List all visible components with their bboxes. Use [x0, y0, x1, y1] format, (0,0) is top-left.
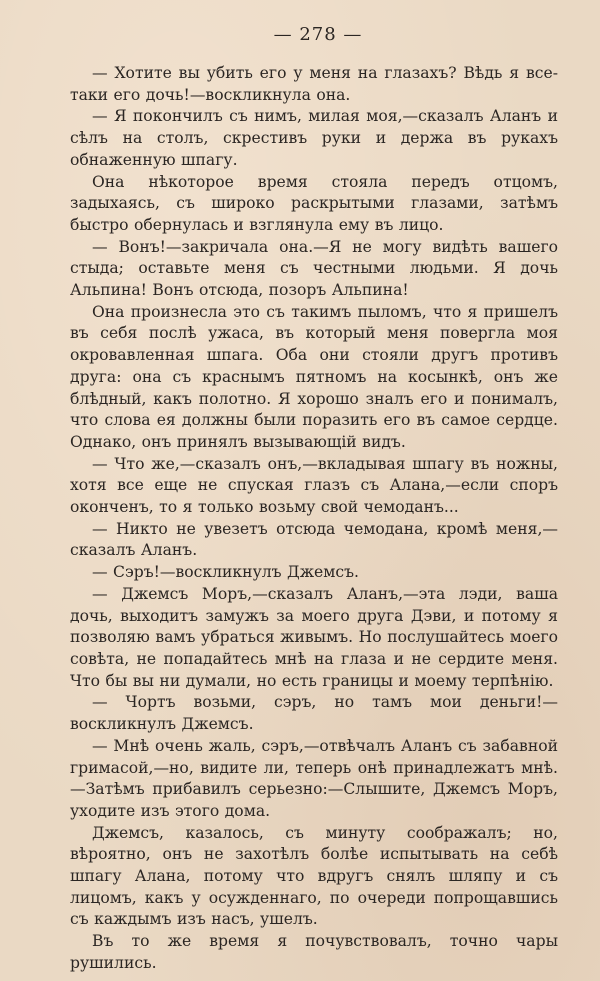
paragraph-3: Она нѣкоторое время стояла передъ отцомъ, задыхаясь, съ широко раскрытыми глазами, затѣмъ быстро обернулась и взглянула ему въ лицо. [70, 172, 558, 234]
paragraph-10: — Чортъ возьми, сэръ, но тамъ мои деньги!—воскликнулъ Джемсъ. [70, 693, 558, 734]
paragraph-6: — Что же,—сказалъ онъ,—вкладывая шпагу въ ножны, хотя все еще не спуская глазъ съ Алана,—если споръ оконченъ, то я только возьму свой чемоданъ... [70, 454, 558, 517]
paragraph-4: — Вонъ!—закричала она.—Я не могу видѣть вашего стыда; оставьте меня съ честными людьми. Я дочь Альпина! Вонъ отсюда, позоръ Альпина! [70, 237, 558, 300]
paragraph-8: — Сэръ!—воскликнулъ Джемсъ. [92, 563, 360, 582]
page-number: — 278 — [273, 24, 363, 45]
paragraph-1: — Хотите вы убить его у меня на глазахъ? Вѣдь я все-таки его дочь!—воскликнула она. [70, 64, 558, 104]
page-body [70, 63, 558, 975]
paragraph-7: — Никто не увезетъ отсюда чемодана, кромѣ меня,—сказалъ Аланъ. [70, 519, 558, 560]
paragraph-12: Джемсъ, казалось, съ минуту соображалъ; но, вѣроятно, онъ не захотѣлъ болѣе испытывать на себѣ шпагу Алана, потому что вдругъ снялъ шляпу и съ лицомъ, какъ у осужденнаго, по очереди попрощавшись съ каждымъ изъ насъ, ушелъ. [70, 823, 558, 929]
paragraph-13: Въ то же время я почувствовалъ, точно чары рушились. [70, 932, 558, 972]
paragraph-9: — Джемсъ Моръ,—сказалъ Аланъ,—эта лэди, ваша дочь, выходитъ замужъ за моего друга Дэви, и потому я позволяю вамъ убраться живымъ. Но послушайтесь моего совѣта, не попадайтесь мнѣ на глаза и не сердите меня. Что бы вы ни думали, но есть границы и моему терпѣнію. [70, 584, 558, 690]
paragraph-2: — Я покончилъ съ нимъ, милая моя,—сказалъ Аланъ и сѣлъ на столъ, скрестивъ руки и держа въ рукахъ обнаженную шпагу. [70, 107, 558, 169]
paragraph-11: — Мнѣ очень жаль, сэръ,—отвѣчалъ Аланъ съ забавной гримасой,—но, видите ли, теперь онѣ принадлежатъ мнѣ.—Затѣмъ прибавилъ серьезно:—Слышите, Джемсъ Моръ, уходите изъ этого дома. [70, 736, 558, 820]
paragraph-5: Она произнесла это съ такимъ пыломъ, что я пришелъ въ себя послѣ ужаса, въ который меня повергла моя окровавленная шпага. Оба они стояли другъ противъ друга: она съ краснымъ пятномъ на косынкѣ, онъ же блѣдный, какъ полотно. Я хорошо зналъ его и понималъ, что слова ея должны были поразить его въ самое сердце. Однако, онъ принялъ вызывающій видъ. [70, 302, 558, 451]
